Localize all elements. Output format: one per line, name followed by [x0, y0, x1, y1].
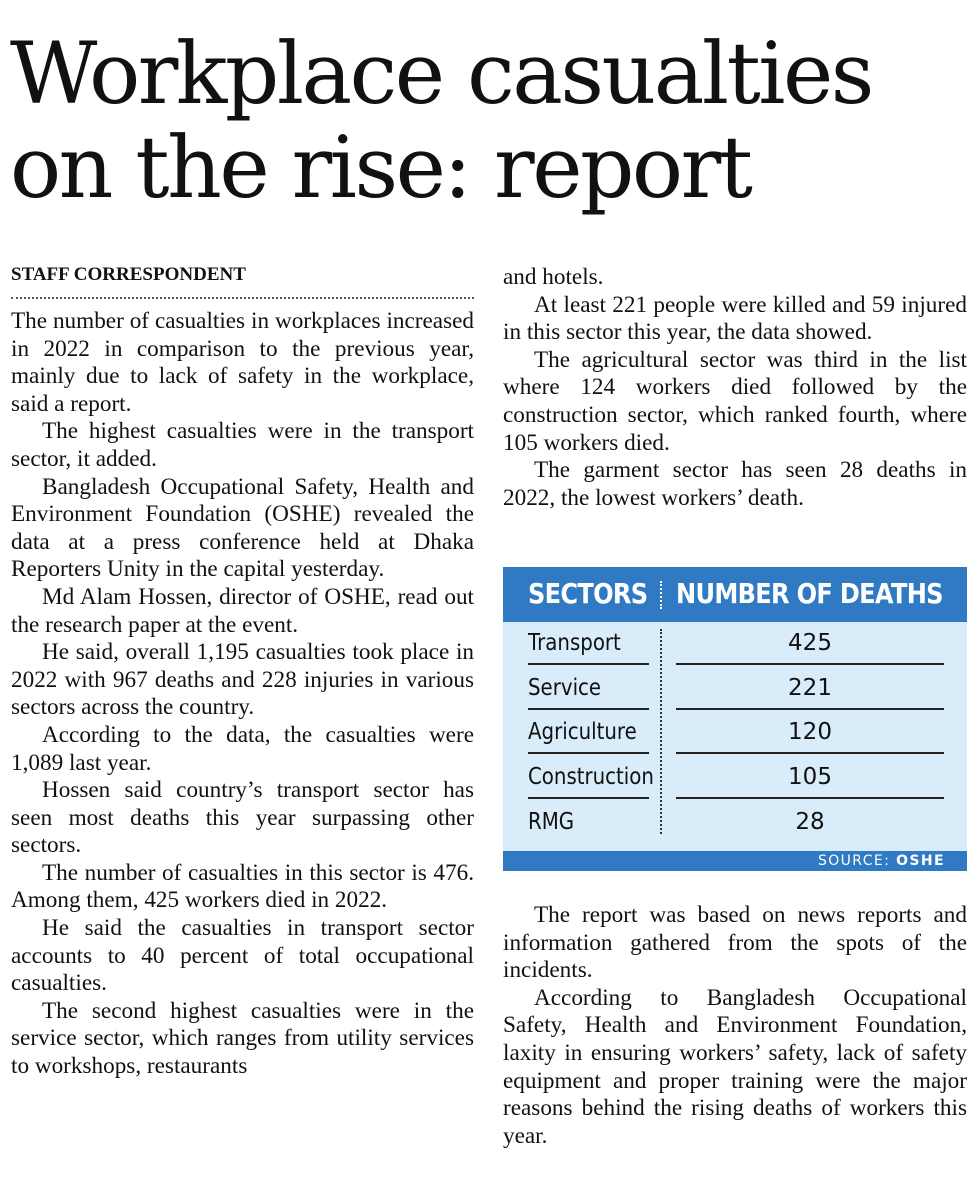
paragraph: According to Bangladesh Occupational Safety, Health and Environment Foundation, laxity in ensuring workers’ safety, lack of safety equipment and proper training were the major reasons behind the rising deaths of workers this year.	[503, 984, 967, 1149]
row-rule	[676, 663, 944, 665]
paragraph: The report was based on news reports and information gathered from the spots of the incidents.	[503, 902, 967, 984]
headline	[10, 25, 970, 218]
paragraph: He said, overall 1,195 casualties took place in 2022 with 967 deaths and 228 injuries in various sectors across the country.	[11, 639, 474, 721]
paragraph: The number of casualties in this sector is 476. Among them, 425 workers died in 2022.	[11, 859, 474, 914]
row-rule	[528, 752, 649, 754]
left-column	[11, 262, 474, 1081]
paragraph: The number of casualties in workplaces increased in 2022 in comparison to the previous year, mainly due to lack of safety in the workplace, said a report.	[11, 308, 474, 417]
table-row	[503, 802, 967, 846]
byline: STAFF CORRESPONDENT	[11, 262, 474, 299]
sector-cell: Construction	[528, 764, 654, 790]
paragraph: The second highest casualties were in the service sector, which ranges from utility services to workshops, restaurants	[11, 997, 474, 1080]
deaths-table	[503, 567, 967, 871]
paragraph: Hossen said country’s transport sector has seen most deaths this year surpassing other sectors.	[11, 777, 474, 859]
source-name: OSHE	[896, 853, 945, 869]
paragraph: The highest casualties were in the transport sector, it added.	[11, 418, 474, 472]
sector-cell: Agriculture	[528, 719, 637, 745]
paragraph: Bangladesh Occupational Safety, Health and Environment Foundation (OSHE) revealed the data at a press conference held at Dhaka Reporters Unity in the capital yesterday.	[11, 473, 474, 583]
table-row	[503, 712, 967, 756]
paragraph: and hotels.	[503, 264, 604, 290]
row-rule	[676, 797, 944, 799]
sector-cell: Service	[528, 675, 602, 701]
row-rule	[528, 663, 649, 665]
table-row	[503, 757, 967, 801]
deaths-cell: 425	[788, 630, 832, 656]
paragraph: He said the casualties in transport sector accounts to 40 percent of total occupational casualties.	[11, 915, 474, 997]
row-rule	[528, 708, 649, 710]
header-sectors: SECTORS	[528, 577, 648, 610]
row-rule	[528, 797, 649, 799]
right-column-bottom	[503, 902, 967, 1150]
table-row	[503, 623, 967, 667]
row-rule	[676, 708, 944, 710]
row-rule	[676, 752, 944, 754]
sector-cell: RMG	[528, 809, 575, 835]
source-label: SOURCE:	[817, 853, 891, 869]
sector-cell: Transport	[528, 630, 621, 656]
headline-line-2: on the rise: report	[10, 119, 751, 218]
table-row	[503, 668, 967, 712]
paragraph: The agricultural sector was third in the list where 124 workers died followed by the construction sector, which ranked fourth, where 105 workers died.	[503, 346, 967, 456]
source-credit	[818, 852, 945, 870]
header-divider	[660, 581, 662, 609]
headline-line-1: Workplace casualties	[10, 25, 872, 124]
right-column-top	[503, 264, 967, 512]
deaths-cell: 105	[788, 764, 832, 790]
deaths-cell: 221	[788, 675, 832, 701]
deaths-cell: 28	[795, 809, 825, 835]
table-header	[503, 567, 967, 622]
paragraph: According to the data, the casualties were 1,089 last year.	[11, 721, 474, 776]
paragraph: Md Alam Hossen, director of OSHE, read out the research paper at the event.	[11, 583, 474, 638]
deaths-cell: 120	[788, 719, 832, 745]
header-deaths: NUMBER OF DEATHS	[676, 577, 943, 610]
paragraph: At least 221 people were killed and 59 injured in this sector this year, the data showed.	[503, 291, 967, 346]
paragraph: The garment sector has seen 28 deaths in 2022, the lowest workers’ death.	[503, 457, 967, 511]
table-footer	[503, 851, 967, 871]
